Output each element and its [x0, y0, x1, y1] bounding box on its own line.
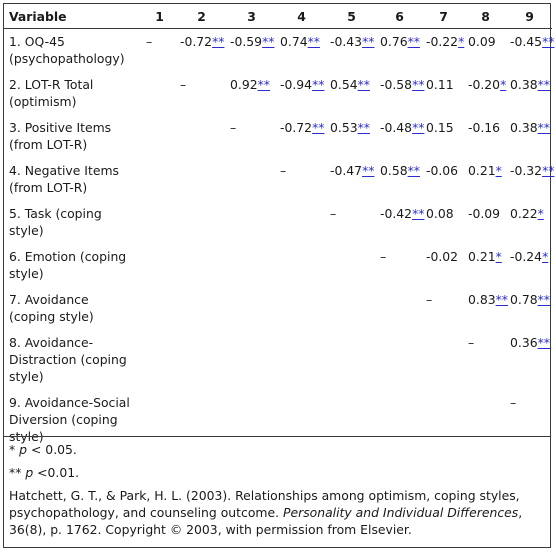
correlation-cell: [506, 287, 552, 330]
header-col-7: 7: [422, 4, 464, 29]
header-col-4: 4: [276, 4, 326, 29]
correlation-cell: [226, 72, 276, 115]
correlation-cell: [276, 201, 326, 244]
correlation-cell: [376, 244, 422, 287]
significance-link[interactable]: *: [495, 163, 502, 178]
row-label: 7. Avoidance (coping style): [9, 292, 94, 324]
correlation-cell: [142, 287, 176, 330]
correlation-value: -0.20: [468, 77, 501, 92]
correlation-value: -0.24: [510, 249, 543, 264]
correlation-value: -0.45: [510, 34, 543, 49]
significance-link[interactable]: **: [542, 34, 555, 49]
correlation-value: 0.08: [426, 206, 454, 221]
significance-link[interactable]: *: [537, 206, 544, 221]
correlation-value: -0.72: [180, 34, 213, 49]
correlation-cell: [276, 287, 326, 330]
correlation-cell: [276, 158, 326, 201]
significance-link[interactable]: **: [257, 77, 270, 92]
correlation-value: -0.72: [280, 120, 313, 135]
row-label: 8. Avoidance-Distraction (coping style): [9, 335, 127, 384]
correlation-value: –: [468, 335, 475, 350]
significance-link[interactable]: **: [412, 120, 425, 135]
correlation-cell: [176, 287, 226, 330]
row-label: 6. Emotion (coping style): [9, 249, 127, 281]
journal-name: Personality and Individual Differences: [283, 505, 519, 520]
header-col-3: 3: [226, 4, 276, 29]
correlation-value: -0.32: [510, 163, 543, 178]
correlation-cell: [326, 244, 376, 287]
row-label: 4. Negative Items (from LOT-R): [9, 163, 119, 195]
significance-link[interactable]: **: [307, 34, 320, 49]
correlation-cell: [276, 115, 326, 158]
correlation-cell: [276, 330, 326, 390]
significance-link[interactable]: **: [212, 34, 225, 49]
significance-link[interactable]: **: [407, 34, 420, 49]
correlation-cell: [376, 287, 422, 330]
correlation-cell: [326, 330, 376, 390]
significance-link[interactable]: **: [362, 163, 375, 178]
correlation-cell: [326, 201, 376, 244]
correlation-value: -0.42: [380, 206, 413, 221]
correlation-cell: [142, 201, 176, 244]
correlation-cell: [376, 330, 422, 390]
correlation-cell: [226, 244, 276, 287]
correlation-cell: [376, 201, 425, 244]
correlation-value: –: [330, 206, 337, 221]
correlation-cell: [376, 115, 425, 158]
row-label: 5. Task (coping style): [9, 206, 102, 238]
correlation-value: 0.58: [380, 163, 408, 178]
header-col-5: 5: [326, 4, 376, 29]
correlation-cell: [142, 115, 176, 158]
correlation-value: -0.06: [426, 163, 459, 178]
header-col-8: 8: [464, 4, 506, 29]
correlation-value: 0.09: [468, 34, 496, 49]
correlation-cell: [464, 29, 506, 73]
header-col-6: 6: [376, 4, 422, 29]
significance-link[interactable]: **: [312, 77, 325, 92]
correlation-cell: [422, 287, 464, 330]
correlation-cell: [326, 287, 376, 330]
correlation-value: 0.74: [280, 34, 308, 49]
correlation-value: 0.76: [380, 34, 408, 49]
significance-link[interactable]: **: [357, 77, 370, 92]
significance-link[interactable]: **: [407, 163, 420, 178]
significance-link[interactable]: **: [262, 34, 275, 49]
correlation-cell: [376, 29, 422, 73]
correlation-cell: [276, 72, 326, 115]
significance-link[interactable]: *: [458, 34, 465, 49]
table-row: [4, 72, 552, 115]
note-significance-01: ** p <0.01.: [9, 465, 80, 480]
correlation-cell: [226, 115, 276, 158]
correlation-value: 0.92: [230, 77, 258, 92]
correlation-cell: [142, 158, 176, 201]
correlation-cell: [226, 201, 276, 244]
significance-link[interactable]: **: [537, 120, 550, 135]
correlation-cell: [464, 158, 506, 201]
significance-link[interactable]: **: [495, 292, 508, 307]
correlation-value: -0.22: [426, 34, 459, 49]
correlation-value: -0.09: [468, 206, 501, 221]
significance-link[interactable]: **: [537, 335, 550, 350]
significance-link[interactable]: **: [357, 120, 370, 135]
table-row: [4, 115, 552, 158]
correlation-cell: [326, 29, 376, 73]
correlation-value: 0.53: [330, 120, 358, 135]
correlation-cell: [464, 72, 506, 115]
correlation-value: –: [280, 163, 287, 178]
correlation-cell: [226, 330, 276, 390]
correlation-value: 0.15: [426, 120, 454, 135]
correlation-cell: [326, 72, 376, 115]
correlation-cell: [142, 244, 176, 287]
correlation-cell: [464, 244, 506, 287]
correlation-cell: [422, 201, 464, 244]
correlation-value: 0.21: [468, 249, 496, 264]
correlation-cell: [226, 29, 276, 73]
correlation-cell: [226, 287, 276, 330]
correlation-cell: [176, 115, 226, 158]
correlation-cell: [422, 29, 464, 73]
correlation-table: [4, 4, 555, 450]
correlation-value: 0.22: [510, 206, 538, 221]
correlation-cell: [326, 115, 376, 158]
row-label: 2. LOT-R Total (optimism): [9, 77, 94, 109]
correlation-value: 0.38: [510, 120, 538, 135]
correlation-value: –: [510, 395, 517, 410]
table-row: [4, 330, 552, 390]
correlation-value: –: [380, 249, 387, 264]
correlation-value: -0.47: [330, 163, 363, 178]
table-row: [4, 29, 552, 73]
source-citation: Hatchett, G. T., & Park, H. L. (2003). Relationships among optimism, coping styles, psychopathology, and counseling outcome. Personality and Individual Differences, 36(8), p. 1762. Copyright © 2003, with permission from Elsevier.: [9, 488, 523, 537]
table-header-row: [4, 4, 552, 29]
table-row: [4, 287, 552, 330]
correlation-cell: [176, 72, 226, 115]
correlation-cell: [506, 29, 555, 73]
header-variable: Variable: [4, 4, 142, 29]
significance-link[interactable]: *: [495, 249, 502, 264]
correlation-cell: [176, 158, 226, 201]
correlation-table-panel: [3, 3, 555, 548]
correlation-cell: [176, 201, 226, 244]
header-col-9: 9: [506, 4, 552, 29]
header-col-1: 1: [142, 4, 176, 29]
significance-link[interactable]: **: [362, 34, 375, 49]
correlation-cell: [506, 201, 552, 244]
correlation-cell: [506, 158, 555, 201]
correlation-value: –: [230, 120, 237, 135]
row-label: 9. Avoidance-Social Diversion (coping style): [9, 395, 130, 444]
correlation-cell: [376, 158, 422, 201]
table-body: [4, 29, 555, 451]
correlation-cell: [422, 115, 464, 158]
table-notes: [4, 436, 550, 544]
correlation-cell: [506, 244, 552, 287]
correlation-cell: [506, 115, 552, 158]
correlation-cell: [142, 330, 176, 390]
correlation-value: –: [180, 77, 187, 92]
significance-link[interactable]: **: [412, 206, 425, 221]
correlation-cell: [142, 72, 176, 115]
correlation-cell: [176, 330, 226, 390]
correlation-value: –: [426, 292, 433, 307]
note-significance-05: * p < 0.05.: [9, 442, 77, 457]
correlation-value: –: [146, 34, 153, 49]
correlation-value: -0.59: [230, 34, 263, 49]
table-row: [4, 244, 552, 287]
significance-link[interactable]: **: [542, 163, 555, 178]
correlation-cell: [376, 72, 425, 115]
correlation-cell: [464, 115, 506, 158]
correlation-cell: [276, 244, 326, 287]
correlation-value: 0.36: [510, 335, 538, 350]
correlation-cell: [176, 29, 226, 73]
correlation-cell: [464, 201, 506, 244]
correlation-cell: [176, 244, 226, 287]
correlation-cell: [422, 244, 464, 287]
table-row: [4, 201, 552, 244]
significance-link[interactable]: **: [537, 77, 550, 92]
significance-link[interactable]: **: [312, 120, 325, 135]
significance-link[interactable]: **: [537, 292, 550, 307]
significance-link[interactable]: **: [412, 77, 425, 92]
correlation-cell: [422, 330, 464, 390]
correlation-cell: [226, 158, 276, 201]
correlation-value: 0.38: [510, 77, 538, 92]
correlation-value: -0.58: [380, 77, 413, 92]
correlation-value: -0.43: [330, 34, 363, 49]
correlation-cell: [142, 29, 176, 73]
correlation-value: -0.94: [280, 77, 313, 92]
correlation-value: -0.48: [380, 120, 413, 135]
correlation-value: 0.83: [468, 292, 496, 307]
correlation-cell: [422, 158, 464, 201]
correlation-cell: [276, 29, 326, 73]
correlation-value: 0.11: [426, 77, 454, 92]
header-col-2: 2: [176, 4, 226, 29]
row-label: 1. OQ-45 (psychopathology): [9, 34, 125, 66]
correlation-cell: [464, 287, 506, 330]
correlation-cell: [506, 330, 552, 390]
correlation-value: -0.16: [468, 120, 501, 135]
correlation-value: 0.54: [330, 77, 358, 92]
correlation-cell: [464, 330, 506, 390]
correlation-value: -0.02: [426, 249, 459, 264]
correlation-cell: [422, 72, 464, 115]
row-label: 3. Positive Items (from LOT-R): [9, 120, 112, 152]
table-row: [4, 158, 552, 201]
correlation-value: 0.21: [468, 163, 496, 178]
significance-link[interactable]: *: [500, 77, 507, 92]
correlation-value: 0.78: [510, 292, 538, 307]
significance-link[interactable]: *: [542, 249, 549, 264]
correlation-cell: [506, 72, 552, 115]
correlation-cell: [326, 158, 376, 201]
